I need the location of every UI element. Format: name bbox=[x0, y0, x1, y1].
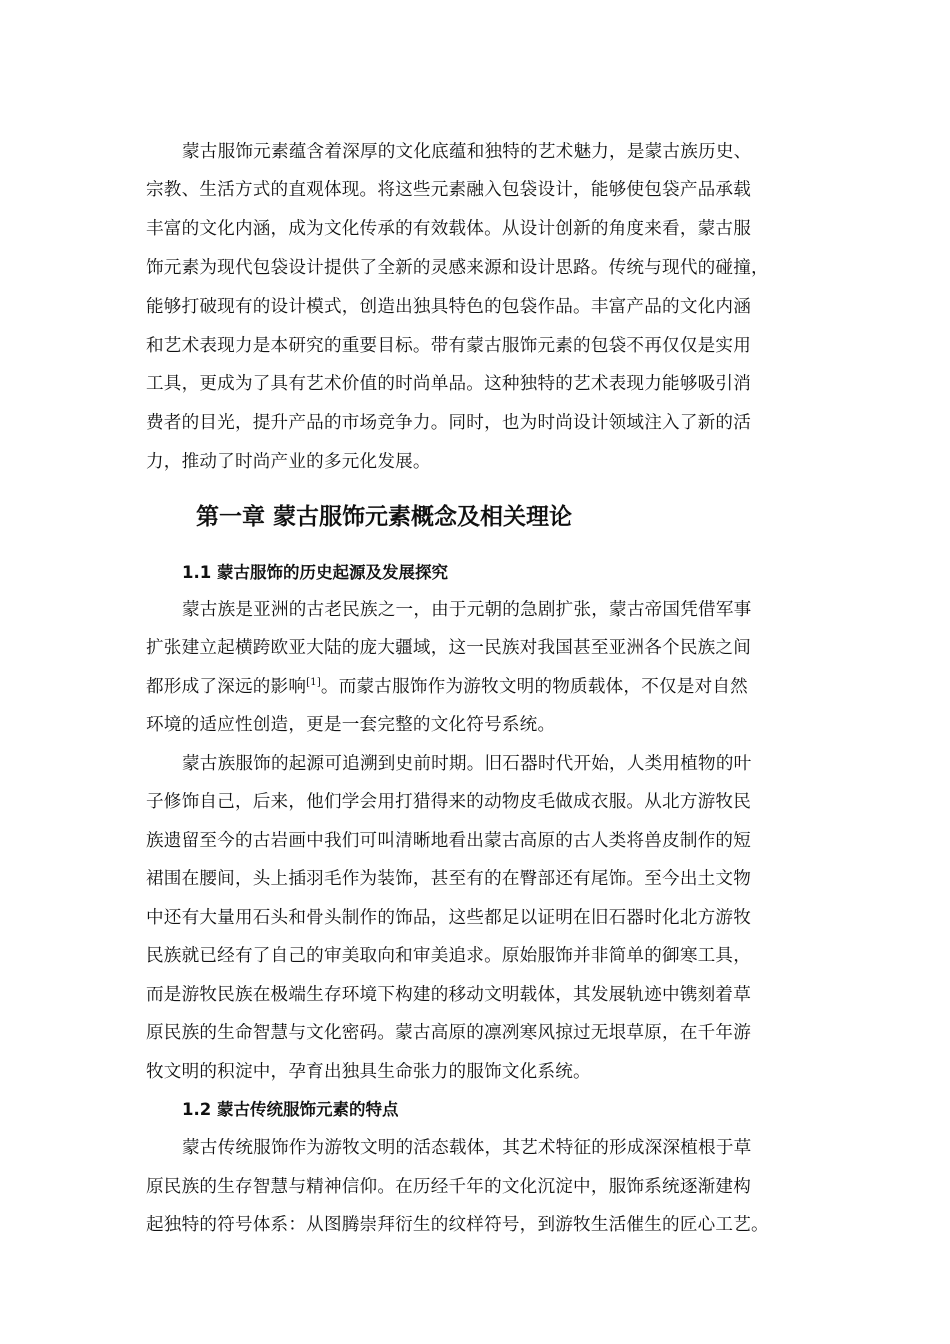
s1-p1-line-4: 环境的适应性创造，更是一套完整的文化符号系统。 bbox=[146, 715, 556, 735]
intro-line-9: 力，推动了时尚产业的多元化发展。 bbox=[146, 452, 431, 472]
s2-p1-line-2: 原民族的生存智慧与精神信仰。在历经千年的文化沉淀中，服饰系统逐渐建构 bbox=[146, 1177, 751, 1197]
s1-p2-line-3: 族遗留至今的古岩画中我们可叫清晰地看出蒙古高原的古人类将兽皮制作的短 bbox=[146, 831, 751, 851]
intro-line-6: 和艺术表现力是本研究的重要目标。带有蒙古服饰元素的包袋不再仅仅是实用 bbox=[146, 336, 751, 356]
chapter-title: 第一章 蒙古服饰元素概念及相关理论 bbox=[196, 504, 573, 530]
s1-p2-line-5: 中还有大量用石头和骨头制作的饰品，这些都足以证明在旧石器时化北方游牧 bbox=[146, 908, 751, 928]
citation-marker: [1] bbox=[306, 677, 321, 689]
s1-p2-line-6: 民族就已经有了自己的审美取向和审美追求。原始服饰并非简单的御寒工具， bbox=[146, 946, 751, 966]
intro-line-5: 能够打破现有的设计模式，创造出独具特色的包袋作品。丰富产品的文化内涵 bbox=[146, 297, 751, 317]
s1-p2-line-1: 蒙古族服饰的起源可追溯到史前时期。旧石器时代开始，人类用植物的叶 bbox=[182, 754, 752, 774]
s2-p1-line-1: 蒙古传统服饰作为游牧文明的活态载体，其艺术特征的形成深深植根于草 bbox=[182, 1138, 752, 1158]
intro-line-2: 宗教、生活方式的直观体现。将这些元素融入包袋设计，能够使包袋产品承载 bbox=[146, 180, 751, 200]
s1-p2-line-2: 子修饰自己，后来，他们学会用打猎得来的动物皮毛做成衣服。从北方游牧民 bbox=[146, 792, 751, 812]
s2-p1-line-3: 起独特的符号体系：从图腾崇拜衍生的纹样符号，到游牧生活催生的匠心工艺。 bbox=[146, 1215, 769, 1235]
s1-p1-line-3 bbox=[146, 675, 748, 699]
intro-line-4: 饰元素为现代包袋设计提供了全新的灵感来源和设计思路。传统与现代的碰撞， bbox=[146, 258, 769, 278]
s1-p2-line-9: 牧文明的积淀中，孕育出独具生命张力的服饰文化系统。 bbox=[146, 1062, 591, 1082]
s1-p1-line-3-text-a: 都形成了深远的影响 bbox=[146, 677, 307, 697]
s1-p2-line-8: 原民族的生命智慧与文化密码。蒙古高原的凛冽寒风掠过无垠草原，在千年游 bbox=[146, 1023, 751, 1043]
s1-p2-line-7: 而是游牧民族在极端生存环境下构建的移动文明载体，其发展轨迹中镌刻着草 bbox=[146, 985, 751, 1005]
s1-p2-line-4: 裙围在腰间，头上插羽毛作为装饰，甚至有的在臀部还有尾饰。至今出土文物 bbox=[146, 869, 751, 889]
s1-p1-line-3-text-b: 。而蒙古服饰作为游牧文明的物质载体，不仅是对自然 bbox=[320, 677, 748, 697]
intro-line-7: 工具，更成为了具有艺术价值的时尚单品。这种独特的艺术表现力能够吸引消 bbox=[146, 374, 751, 394]
intro-line-3: 丰富的文化内涵，成为文化传承的有效载体。从设计创新的角度来看，蒙古服 bbox=[146, 219, 751, 239]
s1-p1-line-1: 蒙古族是亚洲的古老民族之一，由于元朝的急剧扩张，蒙古帝国凭借军事 bbox=[182, 600, 752, 620]
section-title-1-2: 1.2 蒙古传统服饰元素的特点 bbox=[182, 1100, 399, 1119]
section-title-1-1: 1.1 蒙古服饰的历史起源及发展探究 bbox=[182, 563, 448, 582]
s1-p1-line-2: 扩张建立起横跨欧亚大陆的庞大疆域，这一民族对我国甚至亚洲各个民族之间 bbox=[146, 638, 751, 658]
intro-line-1: 蒙古服饰元素蕴含着深厚的文化底蕴和独特的艺术魅力，是蒙古族历史、 bbox=[182, 142, 752, 162]
intro-line-8: 费者的目光，提升产品的市场竞争力。同时，也为时尚设计领域注入了新的活 bbox=[146, 413, 751, 433]
